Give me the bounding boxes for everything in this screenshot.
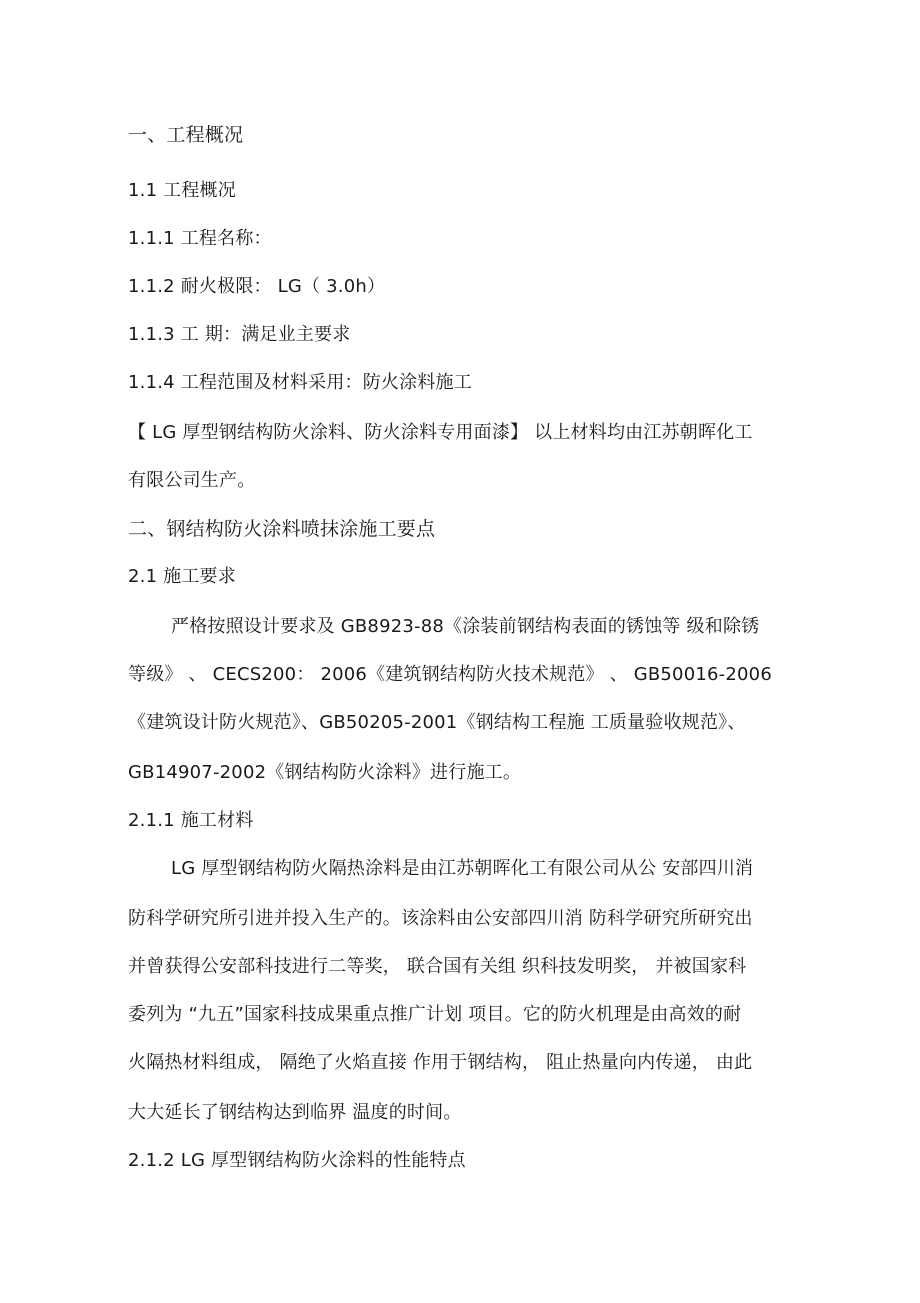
paragraph-line: 《建筑设计防火规范》、GB50205-2001《钢结构工程施 工质量验收规范》、	[128, 712, 746, 733]
paragraph-line: 火隔热材料组成， 隔绝了火焰直接 作用于钢结构， 阻止热量向内传递， 由此	[128, 1052, 753, 1073]
subsection-heading: 1.1 工程概况	[128, 180, 236, 201]
paragraph-line: 等级》 、 CECS200： 2006《建筑钢结构防火技术规范》 、 GB50016-2006	[128, 664, 772, 685]
section-heading: 二、钢结构防火涂料喷抹涂施工要点	[128, 518, 436, 540]
paragraph-line: GB14907-2002《钢结构防火涂料》进行施工。	[128, 762, 522, 783]
item-fire-resistance: 1.1.2 耐火极限： LG（ 3.0h）	[128, 276, 386, 297]
paragraph-line: 严格按照设计要求及 GB8923-88《涂装前钢结构表面的锈蚀等 级和除锈	[171, 616, 760, 637]
paragraph-line: 【 LG 厚型钢结构防火涂料、防火涂料专用面漆】 以上材料均由江苏朝晖化工	[128, 422, 753, 443]
paragraph-line: LG 厚型钢结构防火隔热涂料是由江苏朝晖化工有限公司从公 安部四川消	[171, 858, 754, 879]
item-project-name: 1.1.1 工程名称：	[128, 228, 272, 249]
paragraph-line: 委列为 “九五”国家科技成果重点推广计划 项目。它的防火机理是由高效的耐	[128, 1004, 742, 1025]
paragraph-line: 防科学研究所引进并投入生产的。该涂料由公安部四川消 防科学研究所研究出	[128, 908, 753, 929]
item-schedule: 1.1.3 工 期：满足业主要求	[128, 324, 351, 345]
item-scope: 1.1.4 工程范围及材料采用：防火涂料施工	[128, 372, 472, 393]
paragraph-line: 并曾获得公安部科技进行二等奖， 联合国有关组 织科技发明奖， 并被国家科	[128, 956, 747, 977]
paragraph-line: 大大延长了钢结构达到临界 温度的时间。	[128, 1102, 462, 1123]
subsection-heading: 2.1.2 LG 厚型钢结构防火涂料的性能特点	[128, 1150, 466, 1171]
paragraph-line: 有限公司生产。	[128, 470, 256, 491]
subsection-heading: 2.1 施工要求	[128, 566, 236, 587]
subsection-heading: 2.1.1 施工材料	[128, 810, 254, 831]
section-heading: 一、工程概况	[128, 124, 244, 146]
